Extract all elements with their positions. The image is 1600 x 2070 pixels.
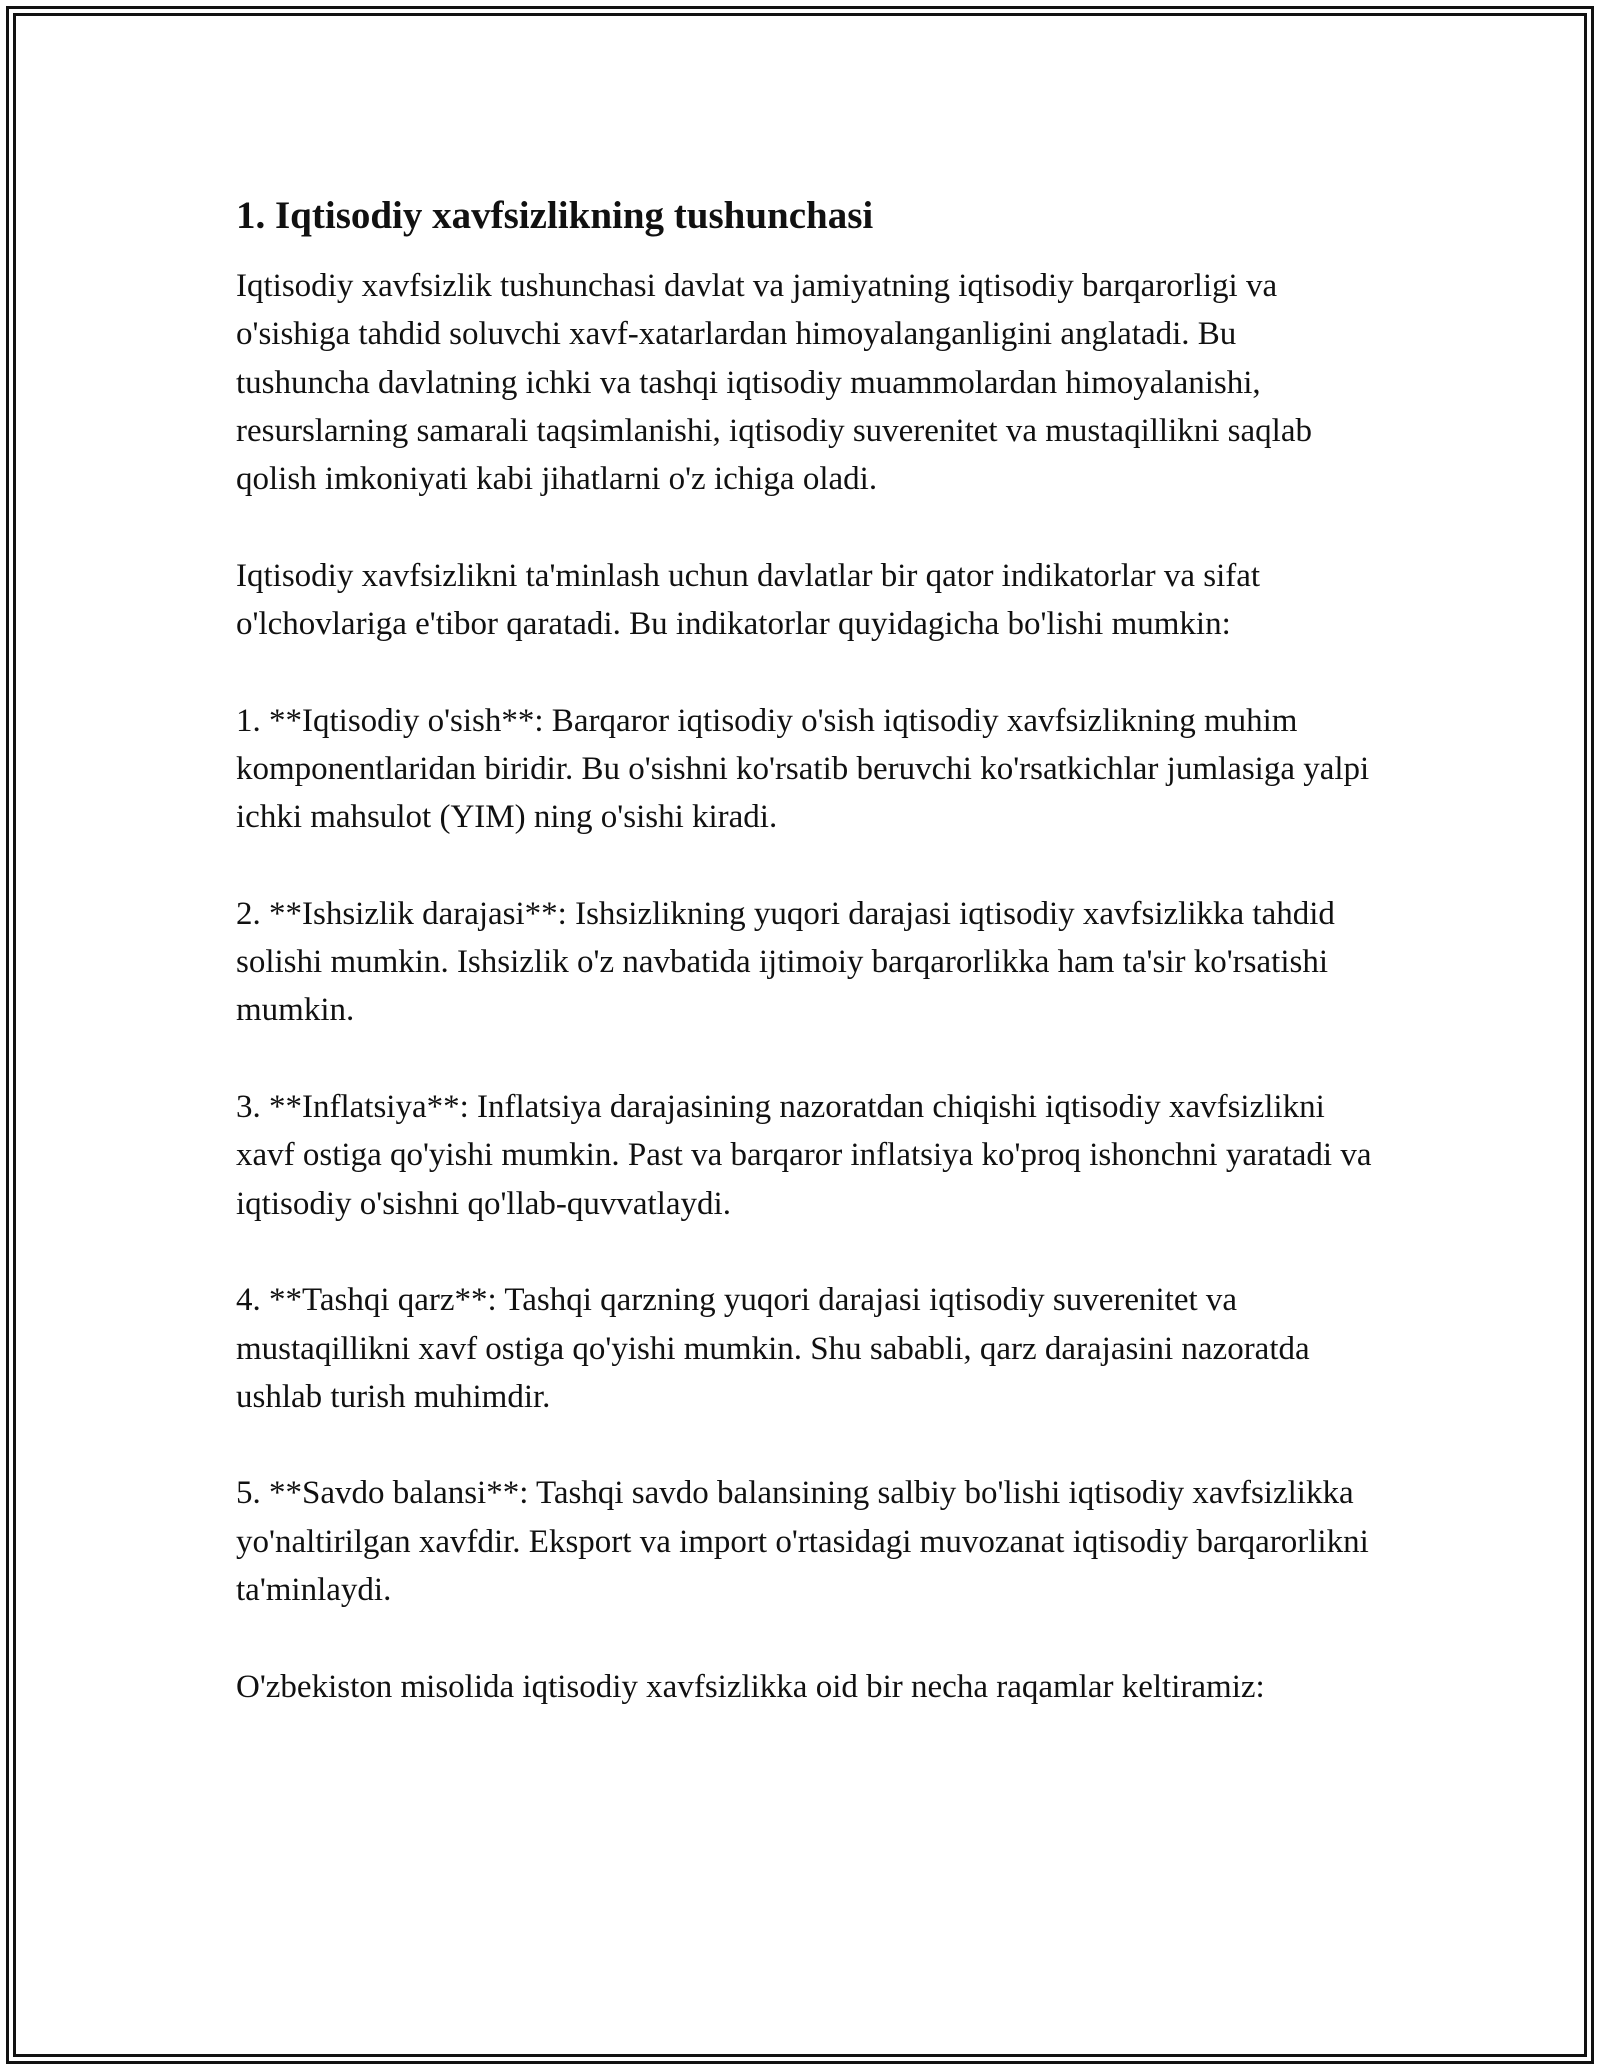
list-item-inflation: 3. **Inflatsiya**: Inflatsiya darajasining nazoratdan chiqishi iqtisodiy xavfsizlikni xavf ostiga qo'yishi mumkin. Past va barqaror inflatsiya ko'proq ishonchni yaratadi va iqtisodiy o'sishni qo'llab-quvvatlaydi.	[236, 1089, 1372, 1222]
paragraph-definition: Iqtisodiy xavfsizlik tushunchasi davlat va jamiyatning iqtisodiy barqarorligi va o'sishiga tahdid soluvchi xavf-xatarlardan himoyalanganligini anglatadi. Bu tushuncha davlatning ichki va tashqi iqtisodiy muammolardan himoyalanishi, resurslarning samarali taqsimlanishi, iqtisodiy suverenitet va mustaqillikni saqlab qolish imkoniyati kabi jihatlarni o'z ichiga oladi.	[236, 268, 1312, 498]
list-item-trade-balance: 5. **Savdo balansi**: Tashqi savdo balansining salbiy bo'lishi iqtisodiy xavfsizlikka yo'naltirilgan xavfdir. Eksport va import o'rtasidagi muvozanat iqtisodiy barqarorlikni ta'minlaydi.	[236, 1475, 1369, 1609]
list-item-economic-growth: 1. **Iqtisodiy o'sish**: Barqaror iqtisodiy o'sish iqtisodiy xavfsizlikning muhim komponentlaridan biridir. Bu o'sishni ko'rsatib beruvchi ko'rsatkichlar jumlasiga yalpi ichki mahsulot (YIM) ning o'sishi kiradi.	[236, 702, 1370, 836]
paragraph-indicators-intro: Iqtisodiy xavfsizlikni ta'minlash uchun davlatlar bir qator indikatorlar va sifat o'lchovlariga e'tibor qaratadi. Bu indikatorlar quyidagicha bo'lishi mumkin:	[236, 557, 1261, 643]
document-body	[236, 188, 1376, 1711]
paragraph-uzbekistan-example: O'zbekiston misolida iqtisodiy xavfsizlikka oid bir necha raqamlar keltiramiz:	[236, 1668, 1265, 1705]
list-item-unemployment: 2. **Ishsizlik darajasi**: Ishsizlikning yuqori darajasi iqtisodiy xavfsizlikka tahdid solishi mumkin. Ishsizlik o'z navbatida ijtimoiy barqarorlikka ham ta'sir ko'rsatishi mumkin.	[236, 895, 1335, 1029]
section-heading: 1. Iqtisodiy xavfsizlikning tushunchasi	[236, 194, 874, 237]
list-item-external-debt: 4. **Tashqi qarz**: Tashqi qarzning yuqori darajasi iqtisodiy suverenitet va mustaqillikni xavf ostiga qo'yishi mumkin. Shu sababli, qarz darajasini nazoratda ushlab turish muhimdir.	[236, 1282, 1310, 1415]
